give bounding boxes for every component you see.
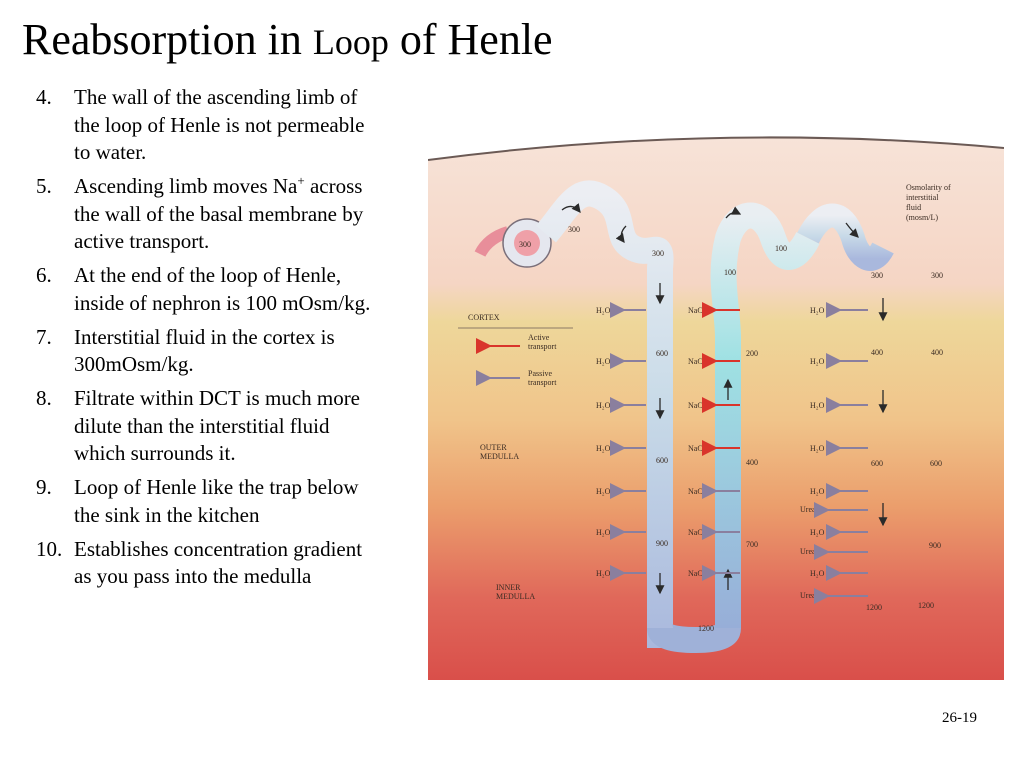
urea-label: Urea: [800, 591, 816, 600]
list-item: 7. Interstitial fluid in the cortex is 300mOsm/kg.: [36, 324, 335, 376]
pct-value: 300: [568, 225, 580, 234]
h2o-label: H₂O: [596, 569, 611, 578]
urea-label: Urea: [800, 505, 816, 514]
asc-value: 700: [746, 540, 758, 549]
scale-value: 600: [930, 459, 942, 468]
loop-of-henle-diagram: [428, 128, 1004, 688]
legend-active: Active: [528, 333, 550, 342]
legend-active: transport: [528, 342, 557, 351]
urea-label: Urea: [800, 547, 816, 556]
h2o-label: H₂O: [810, 487, 825, 496]
nacl-label: NaCl: [688, 357, 705, 366]
scale-value: 300: [931, 271, 943, 280]
osmolarity-header: interstitial: [906, 193, 939, 202]
h2o-label: H₂O: [596, 357, 611, 366]
h2o-label: H₂O: [596, 528, 611, 537]
h2o-label: H₂O: [810, 444, 825, 453]
inner-medulla-label: MEDULLA: [496, 592, 536, 601]
legend-passive: Passive: [528, 369, 552, 378]
nacl-label: NaCl: [688, 569, 705, 578]
desc-top-value: 300: [652, 249, 664, 258]
inner-medulla-label: INNER: [496, 583, 521, 592]
list-item: 5. Ascending limb moves Na+ across the wall of the basal membrane by active transport.: [36, 173, 364, 253]
asc-top-value: 100: [724, 268, 736, 277]
cd-value: 1200: [866, 603, 882, 612]
h2o-label: H₂O: [596, 306, 611, 315]
nacl-label: NaCl: [688, 487, 705, 496]
h2o-label: H₂O: [810, 528, 825, 537]
h2o-label: H₂O: [596, 401, 611, 410]
dct-value: 100: [775, 244, 787, 253]
h2o-label: H₂O: [810, 306, 825, 315]
desc-value: 600: [656, 456, 668, 465]
nacl-label: NaCl: [688, 401, 705, 410]
outer-medulla-label: MEDULLA: [480, 452, 520, 461]
legend-passive: transport: [528, 378, 557, 387]
desc-value: 900: [656, 539, 668, 548]
osmolarity-header: Osmolarity of: [906, 183, 951, 192]
loop-bottom: [660, 628, 728, 640]
h2o-label: H₂O: [596, 444, 611, 453]
nacl-label: NaCl: [688, 528, 705, 537]
list-item: 9. Loop of Henle like the trap below the sink in the kitchen: [36, 475, 359, 527]
cortex-label: CORTEX: [468, 313, 500, 322]
cd-value: 300: [871, 271, 883, 280]
desc-value: 600: [656, 349, 668, 358]
cd-value: 600: [871, 459, 883, 468]
list-item: 10. Establishes concentration gradient as you pass into the medulla: [36, 536, 363, 588]
list-item: 8. Filtrate within DCT is much more dilute than the interstitial fluid which surrounds it.: [36, 386, 361, 465]
osmolarity-header: (mosm/L): [906, 213, 938, 222]
loop-bottom-value: 1200: [698, 624, 714, 633]
h2o-label: H₂O: [596, 487, 611, 496]
bullet-list: [36, 84, 376, 597]
list-item: 6. At the end of the loop of Henle, inside of nephron is 100 mOsm/kg.: [36, 263, 371, 315]
capsule-value: 300: [519, 240, 531, 249]
list-item: 4. The wall of the ascending limb of the loop of Henle is not permeable to water.: [36, 85, 365, 164]
scale-value: 900: [929, 541, 941, 550]
asc-value: 400: [746, 458, 758, 467]
nacl-label: NaCl: [688, 444, 705, 453]
asc-value: 200: [746, 349, 758, 358]
page-title: Reabsorption in Loop of Henle: [22, 15, 553, 64]
slide-number: 26-19: [942, 710, 977, 726]
scale-value: 400: [931, 348, 943, 357]
h2o-label: H₂O: [810, 569, 825, 578]
scale-value: 1200: [918, 601, 934, 610]
h2o-label: H₂O: [810, 357, 825, 366]
osmolarity-header: fluid: [906, 203, 922, 212]
cd-value: 400: [871, 348, 883, 357]
outer-medulla-label: OUTER: [480, 443, 507, 452]
nacl-label: NaCl: [688, 306, 705, 315]
h2o-label: H₂O: [810, 401, 825, 410]
